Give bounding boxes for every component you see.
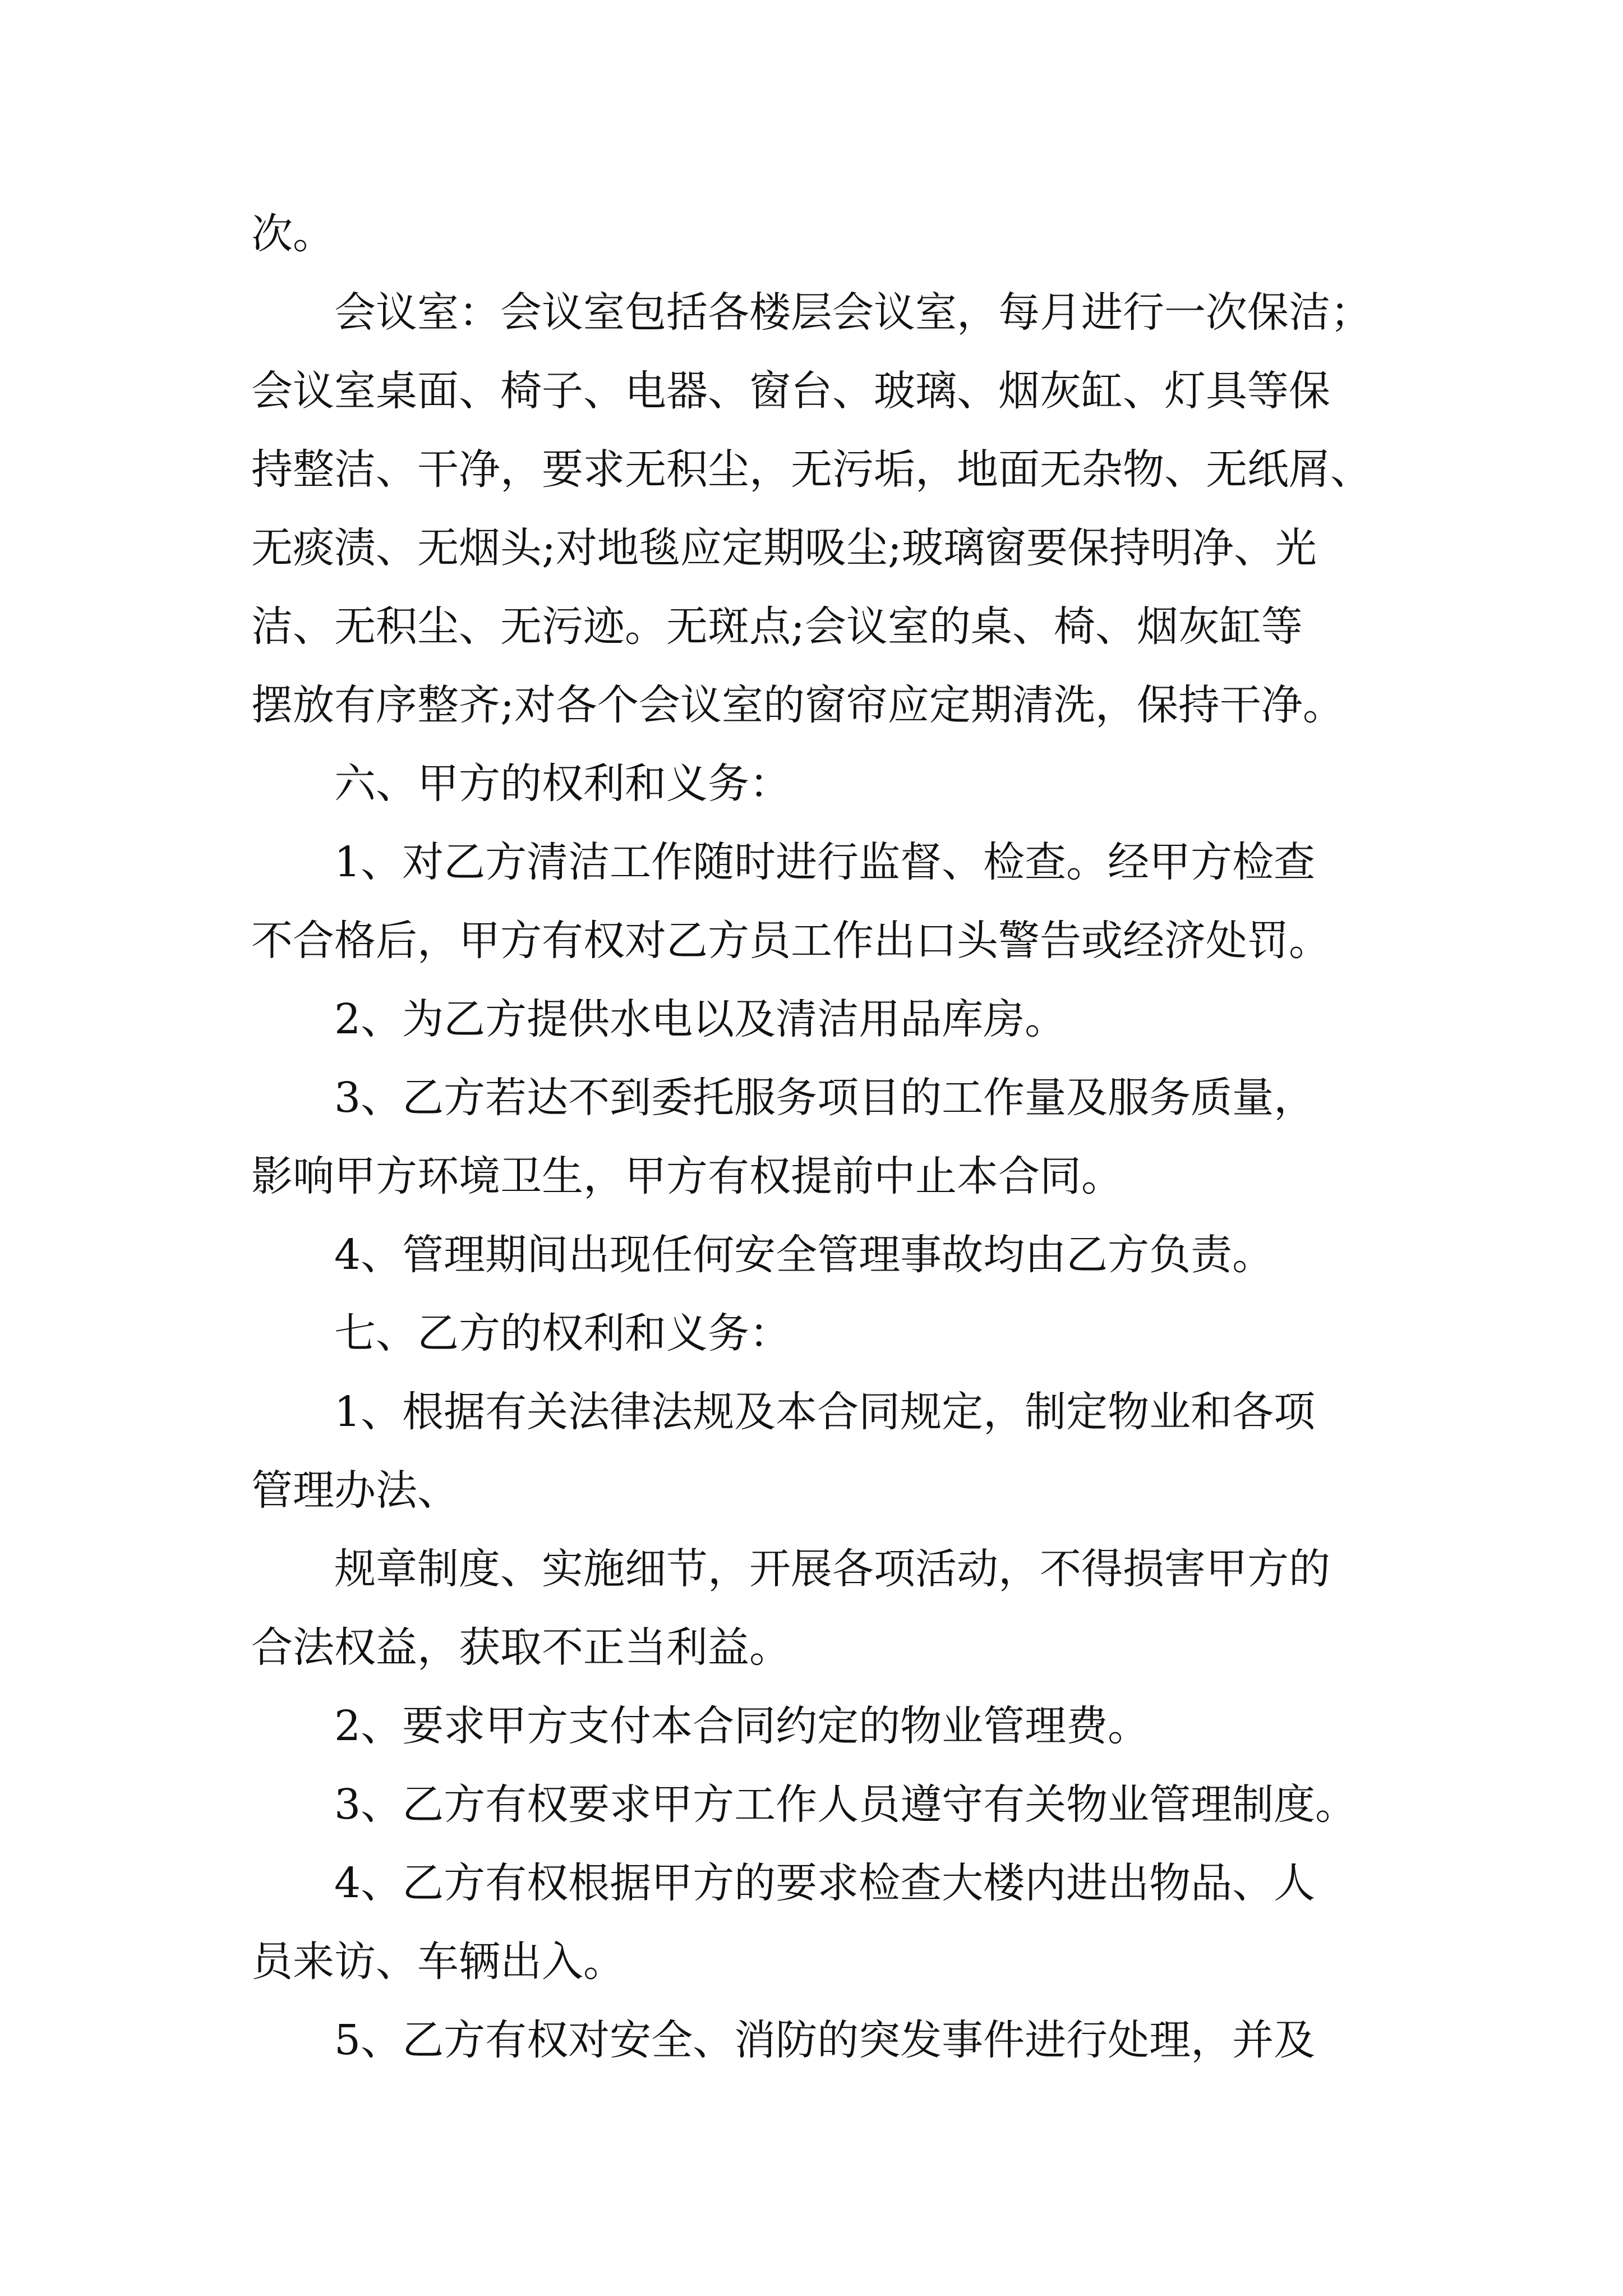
text-line: 洁、无积尘、无污迹。无斑点;会议室的桌、椅、烟灰缸等 <box>251 602 1303 651</box>
text-line: 1、根据有关法律法规及本合同规定，制定物业和各项 <box>334 1388 1316 1436</box>
text-line: 摆放有序整齐;对各个会议室的窗帘应定期清洗，保持干净。 <box>251 681 1344 729</box>
text-line: 次。 <box>251 210 334 258</box>
text-line: 会议室桌面、椅子、电器、窗台、玻璃、烟灰缸、灯具等保 <box>251 367 1330 415</box>
text-line: 规章制度、实施细节，开展各项活动，不得损害甲方的 <box>334 1545 1330 1593</box>
text-line: 持整洁、干净，要求无积尘，无污垢，地面无杂物、无纸屑、 <box>251 445 1372 494</box>
text-line: 无痰渍、无烟头;对地毯应定期吸尘;玻璃窗要保持明净、光 <box>251 524 1317 572</box>
text-line: 会议室：会议室包括各楼层会议室，每月进行一次保洁； <box>334 288 1372 337</box>
text-line: 员来访、车辆出入。 <box>251 1938 625 1986</box>
text-line: 1、对乙方清洁工作随时进行监督、检查。经甲方检查 <box>334 838 1316 886</box>
text-line: 3、乙方若达不到委托服务项目的工作量及服务质量， <box>334 1074 1316 1122</box>
text-line: 2、为乙方提供水电以及清洁用品库房。 <box>334 995 1067 1043</box>
text-line: 合法权益，获取不正当利益。 <box>251 1623 791 1672</box>
text-line: 5、乙方有权对安全、消防的突发事件进行处理，并及 <box>334 2016 1316 2064</box>
text-line: 2、要求甲方支付本合同约定的物业管理费。 <box>334 1702 1150 1750</box>
text-line: 管理办法、 <box>251 1466 459 1515</box>
text-line: 4、管理期间出现任何安全管理事故均由乙方负责。 <box>334 1231 1274 1279</box>
text-line: 不合格后，甲方有权对乙方员工作出口头警告或经济处罚。 <box>251 917 1330 965</box>
section-heading: 六、甲方的权利和义务： <box>334 760 791 808</box>
text-line: 3、乙方有权要求甲方工作人员遵守有关物业管理制度。 <box>334 1780 1357 1829</box>
section-heading: 七、乙方的权利和义务： <box>334 1309 791 1358</box>
text-line: 4、乙方有权根据甲方的要求检查大楼内进出物品、人 <box>334 1859 1316 1907</box>
text-line: 影响甲方环境卫生，甲方有权提前中止本合同。 <box>251 1152 1123 1200</box>
